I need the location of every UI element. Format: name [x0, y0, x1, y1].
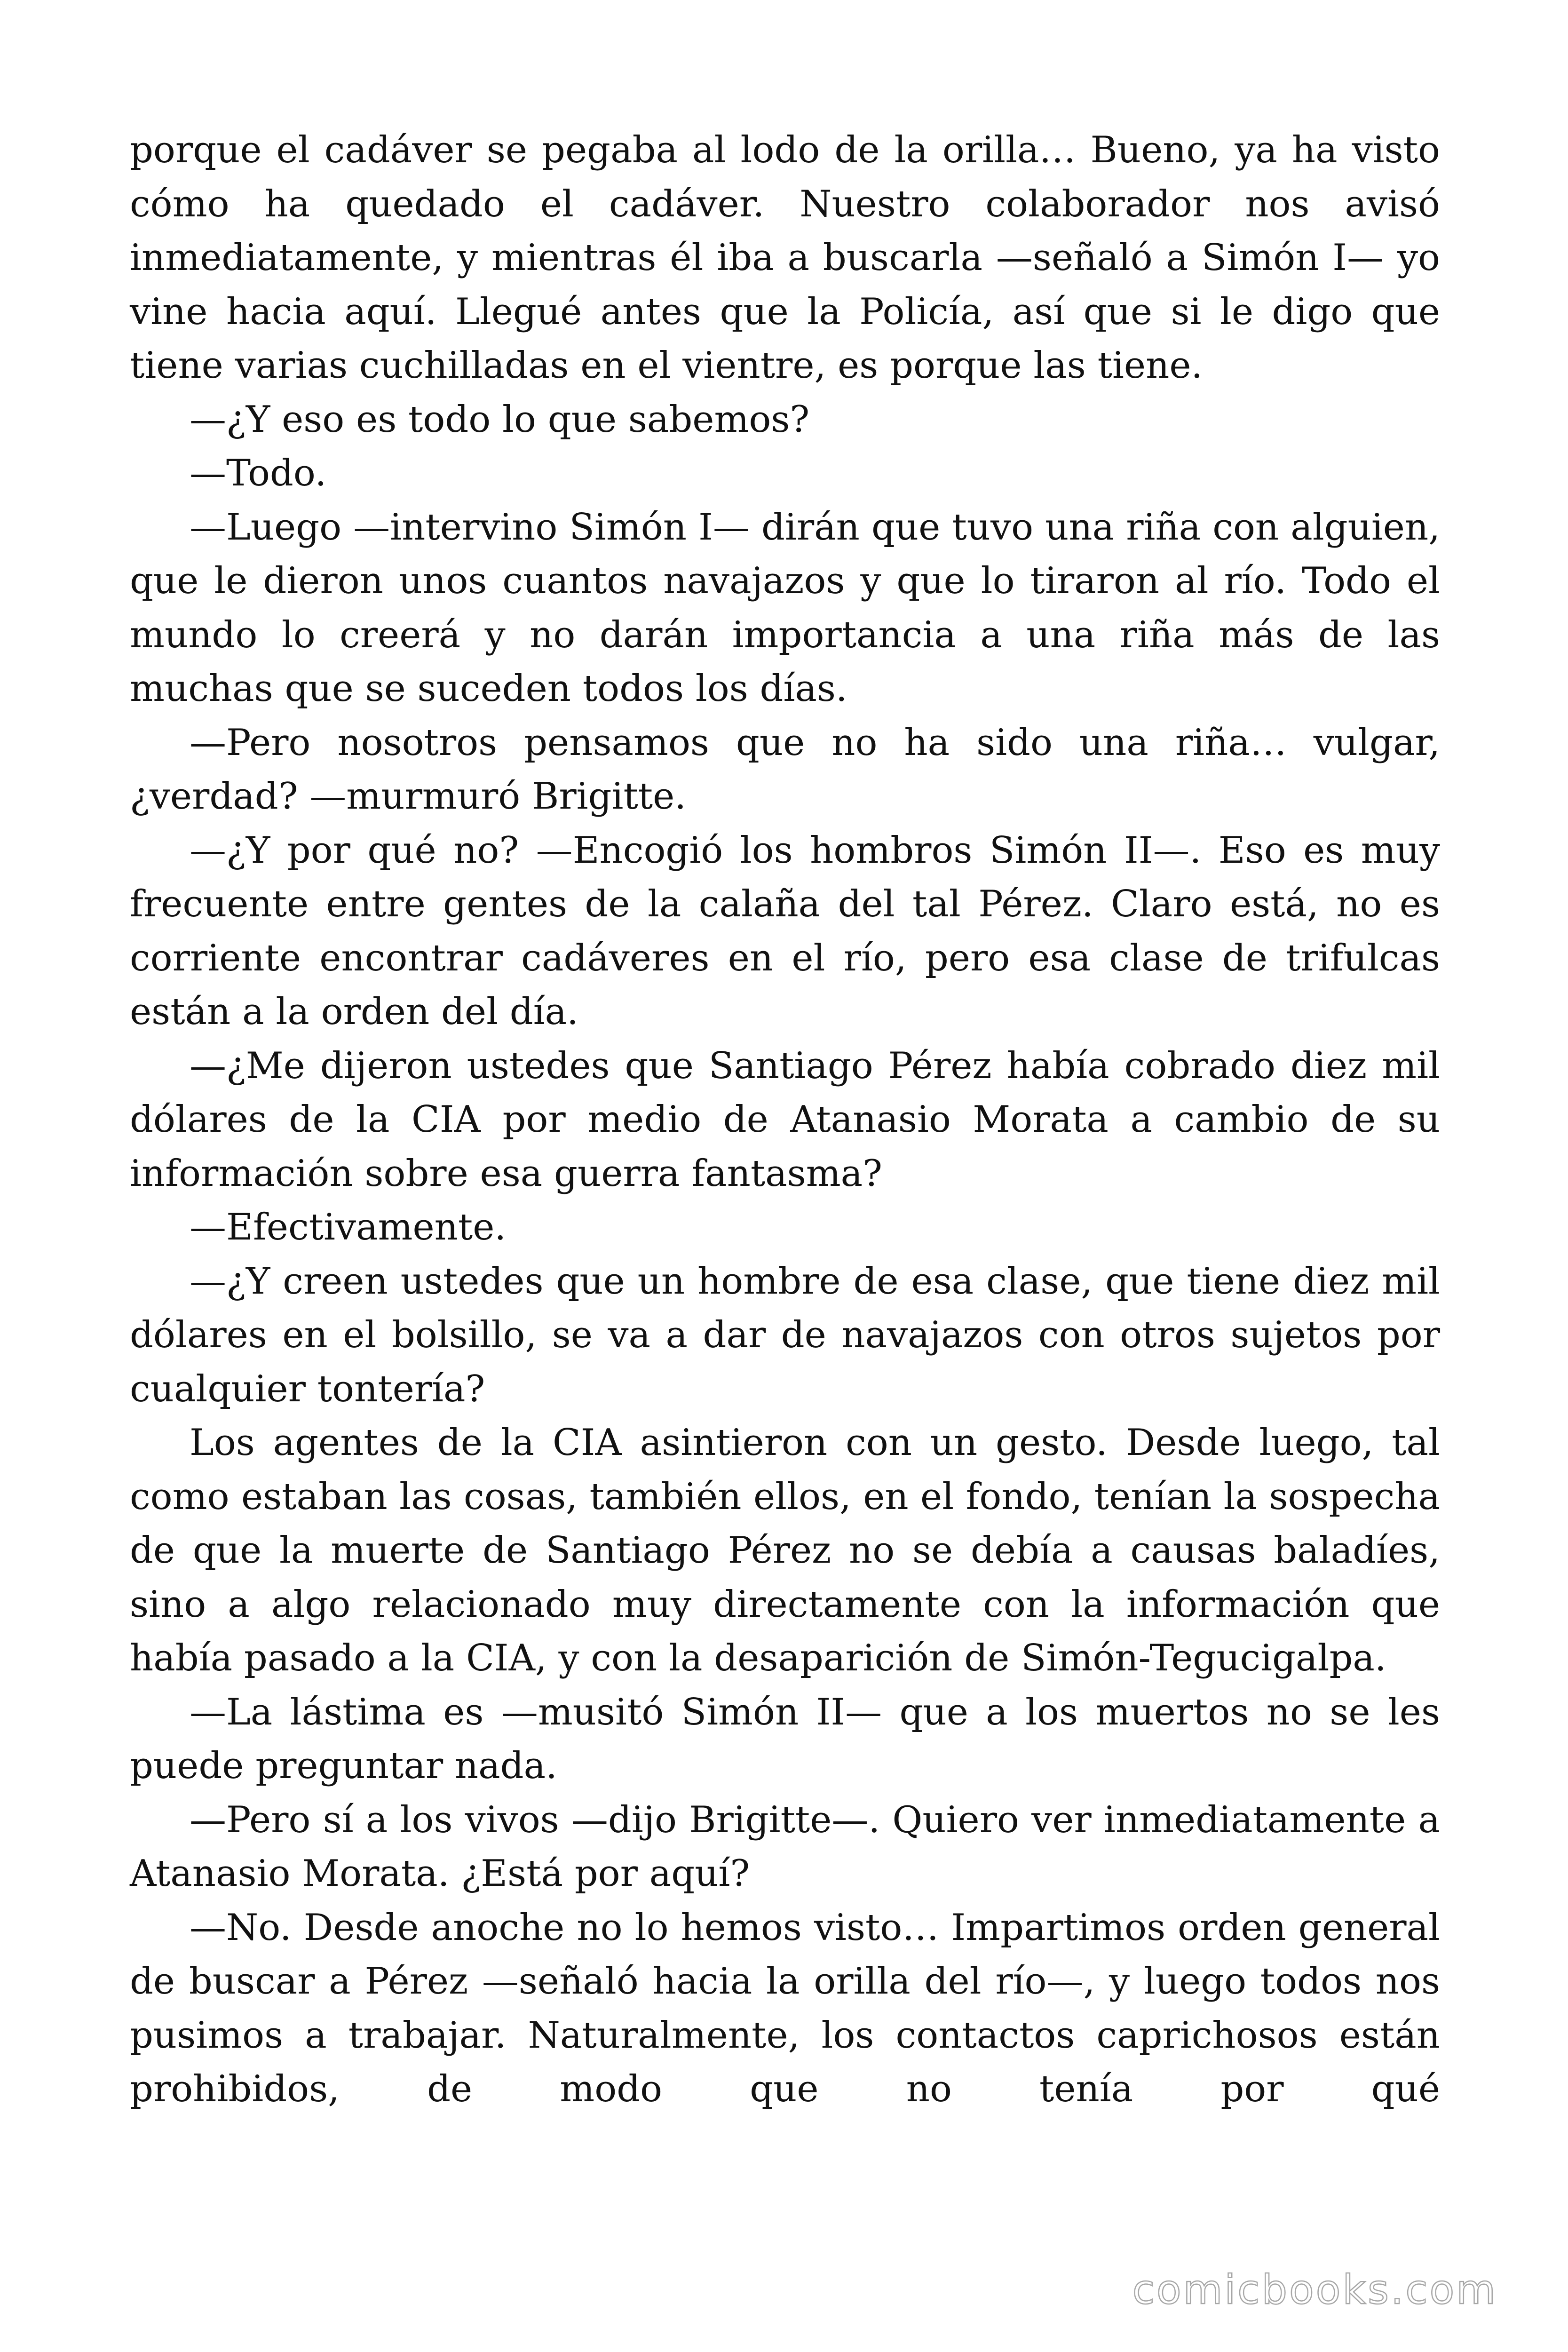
watermark-logo: comicbooks.com: [1132, 2266, 1497, 2313]
paragraph: Los agentes de la CIA asintieron con un gesto. Desde luego, tal como estaban las cosas, también ellos, en el fondo, tenían la sospecha de que la muerte de Santiago Pérez no se debía a causas baladíes, sino a algo relacionado muy directamente con la información que había pasado a la CIA, y con la desaparición de Simón-Tegucigalpa.: [130, 1422, 1440, 1679]
paragraph: —Efectivamente.: [190, 1206, 507, 1248]
paragraph: —Pero nosotros pensamos que no ha sido una riña… vulgar, ¿verdad? —murmuró Brigitte.: [130, 721, 1440, 818]
paragraph: —¿Y creen ustedes que un hombre de esa clase, que tiene diez mil dólares en el bolsillo, se va a dar de navajazos con otros sujetos por cualquier tontería?: [130, 1260, 1440, 1410]
paragraph: —No. Desde anoche no lo hemos visto… Impartimos orden general de buscar a Pérez —señaló hacia la orilla del río—, y luego todos nos pusimos a trabajar. Naturalmente, los contactos caprichosos están prohibidos, de modo que no tenía por qué: [130, 1906, 1440, 2110]
paragraph: —Luego —intervino Simón I— dirán que tuvo una riña con alguien, que le dieron unos cuantos navajazos y que lo tiraron al río. Todo el mundo lo creerá y no darán importancia a una riña más de las muchas que se suceden todos los días.: [130, 506, 1440, 710]
paragraph: —¿Y por qué no? —Encogió los hombros Simón II—. Eso es muy frecuente entre gentes de la calaña del tal Pérez. Claro está, no es corriente encontrar cadáveres en el río, pero esa clase de trifulcas están a la orden del día.: [130, 829, 1440, 1033]
paragraph: —Todo.: [190, 452, 327, 494]
paragraph: —La lástima es —musitó Simón II— que a los muertos no se les puede preguntar nada.: [130, 1691, 1440, 1787]
paragraph: —¿Me dijeron ustedes que Santiago Pérez había cobrado diez mil dólares de la CIA por medio de Atanasio Morata a cambio de su información sobre esa guerra fantasma?: [130, 1044, 1440, 1195]
paragraph: —Pero sí a los vivos —dijo Brigitte—. Quiero ver inmediatamente a Atanasio Morata. ¿Está por aquí?: [130, 1798, 1440, 1895]
paragraph: —¿Y eso es todo lo que sabemos?: [190, 398, 810, 441]
body-text: [130, 123, 1440, 2116]
paragraph: porque el cadáver se pegaba al lodo de la orilla… Bueno, ya ha visto cómo ha quedado el cadáver. Nuestro colaborador nos avisó inmediatamente, y mientras él iba a buscarla —señaló a Simón I— yo vine hacia aquí. Llegué antes que la Policía, así que si le digo que tiene varias cuchilladas en el vientre, es porque las tiene.: [130, 129, 1440, 387]
